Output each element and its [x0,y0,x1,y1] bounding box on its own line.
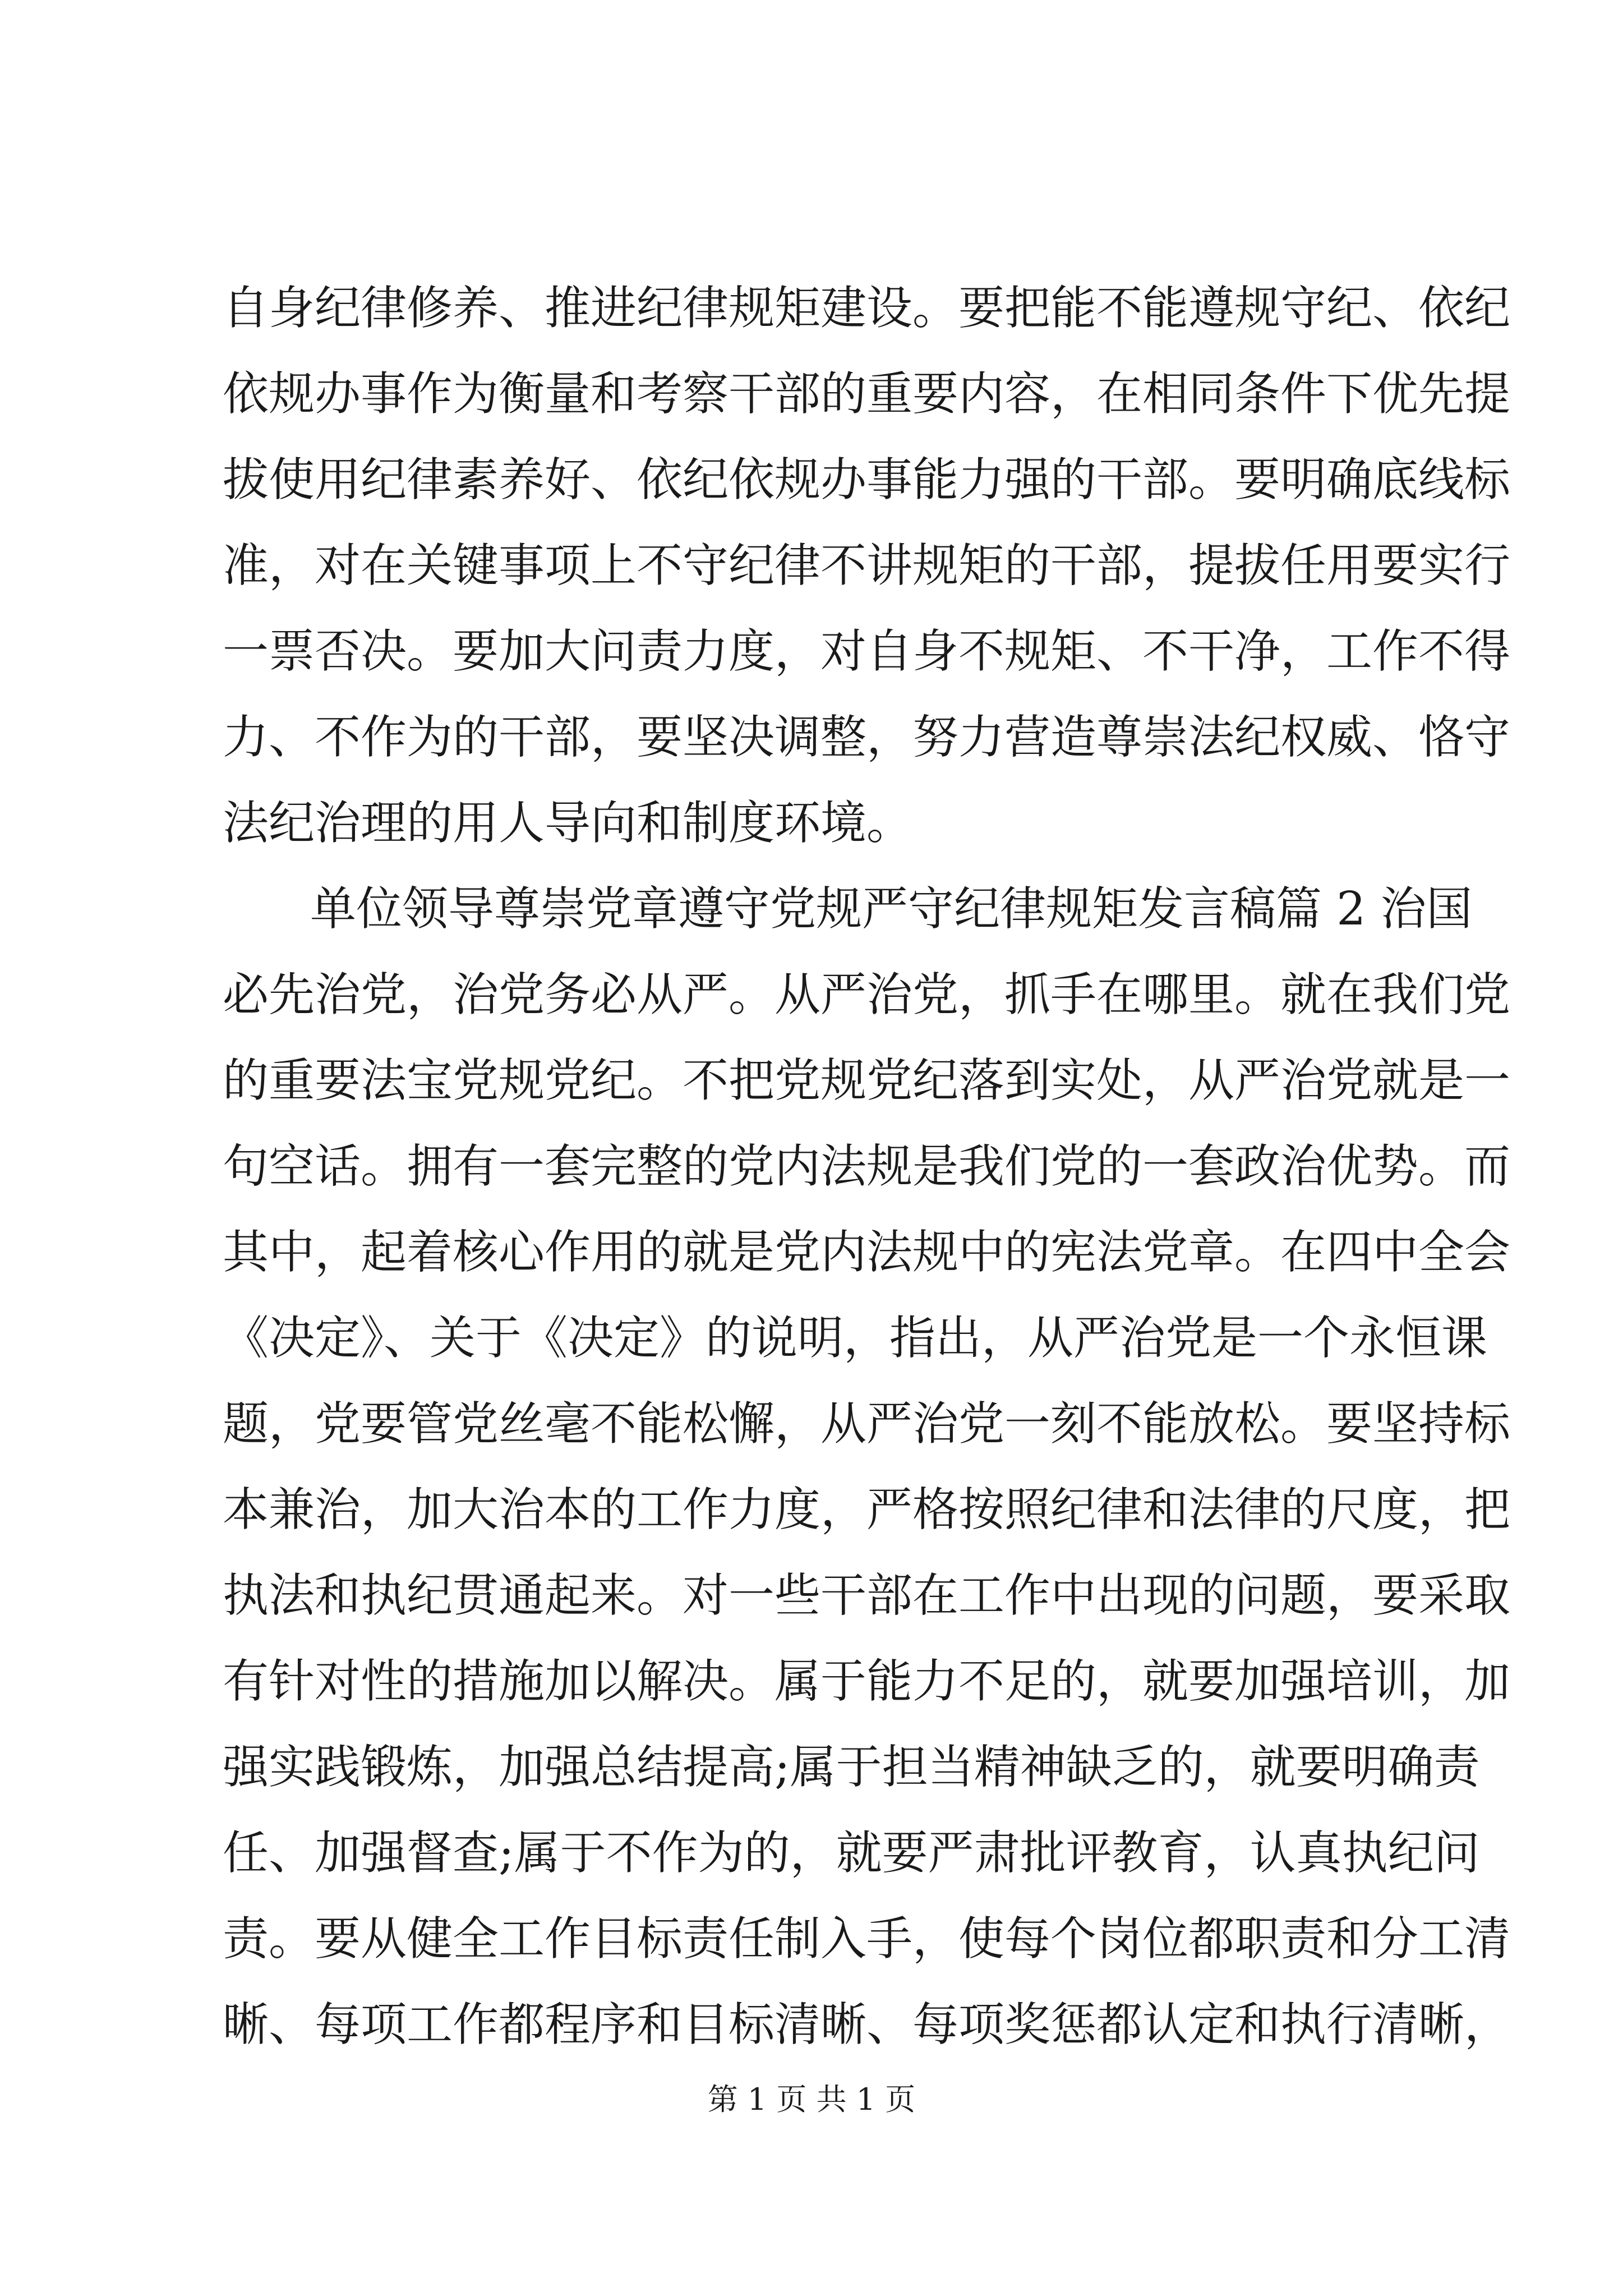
text-line: 一票否决。要加大问责力度，对自身不规矩、不干净，工作不得 [223,625,1511,678]
text-line: 自身纪律修养、推进纪律规矩建设。要把能不能遵规守纪、依纪 [223,282,1511,335]
text-line: 晰、每项工作都程序和目标清晰、每项奖惩都认定和执行清晰， [223,1998,1511,2051]
text-line: 的重要法宝党规党纪。不把党规党纪落到实处，从严治党就是一 [223,1054,1511,1107]
text-line: 本兼治，加大治本的工作力度，严格按照纪律和法律的尺度，把 [223,1483,1511,1536]
page-number-footer: 第 1 页 共 1 页 [707,2082,916,2117]
text-line: 法纪治理的用人导向和制度环境。 [223,797,913,850]
text-line: 依规办事作为衡量和考察干部的重要内容，在相同条件下优先提 [223,367,1511,421]
text-line: 责。要从健全工作目标责任制入手，使每个岗位都职责和分工清 [223,1912,1511,1966]
text-line: 力、不作为的干部，要坚决调整，努力营造尊崇法纪权威、恪守 [223,711,1511,764]
paragraph-heading-line: 单位领导尊崇党章遵守党规严守纪律规矩发言稿篇 2 治国 [310,882,1473,936]
text-line: 必先治党，治党务必从严。从严治党，抓手在哪里。就在我们党 [223,968,1511,1022]
text-line: 《决定》、关于《决定》的说明，指出，从严治党是一个永恒课 [223,1312,1488,1365]
text-line: 拔使用纪律素养好、依纪依规办事能力强的干部。要明确底线标 [223,453,1511,507]
text-line: 其中，起着核心作用的就是党内法规中的宪法党章。在四中全会 [223,1226,1511,1279]
text-line: 题，党要管党丝毫不能松懈，从严治党一刻不能放松。要坚持标 [223,1397,1511,1451]
text-line: 准，对在关键事项上不守纪律不讲规矩的干部，提拔任用要实行 [223,539,1511,592]
text-line: 句空话。拥有一套完整的党内法规是我们党的一套政治优势。而 [223,1140,1511,1193]
text-line: 强实践锻炼，加强总结提高;属于担当精神缺乏的，就要明确责 [223,1741,1480,1794]
text-line: 执法和执纪贯通起来。对一些干部在工作中出现的问题，要采取 [223,1569,1511,1622]
text-line: 任、加强督查;属于不作为的，就要严肃批评教育，认真执纪问 [223,1826,1480,1880]
text-line: 有针对性的措施加以解决。属于能力不足的，就要加强培训，加 [223,1655,1511,1708]
